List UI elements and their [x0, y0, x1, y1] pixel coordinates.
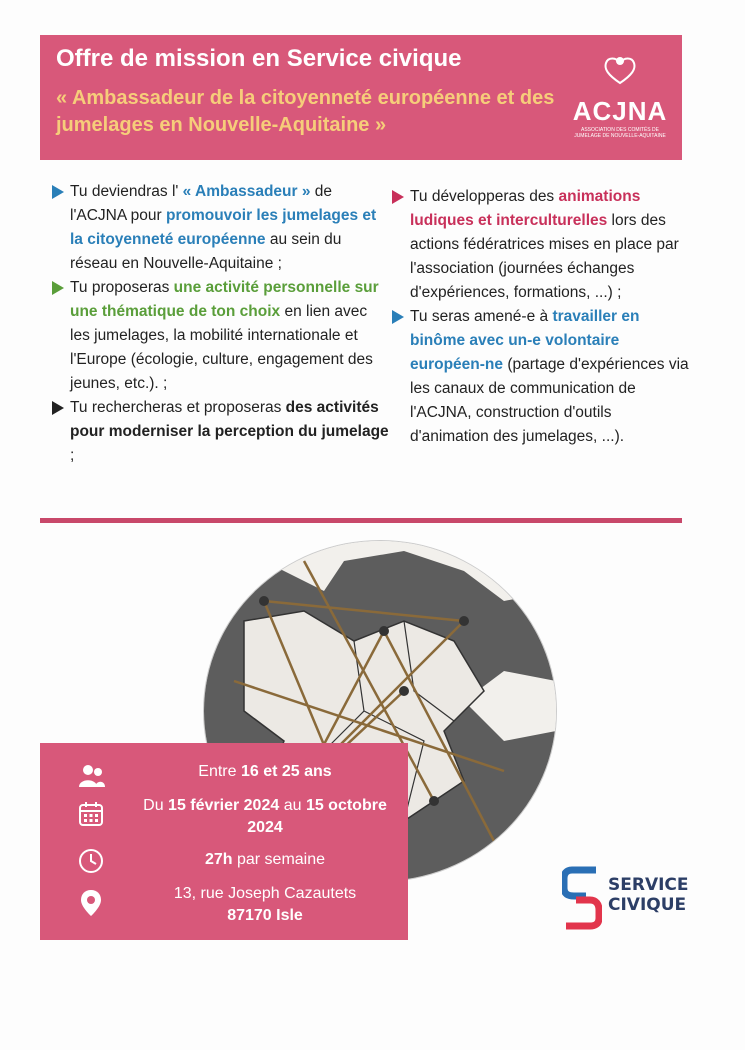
- mission-list-left: [50, 180, 390, 468]
- list-item: [50, 276, 390, 396]
- address-text: 13, rue Joseph Cazautets 87170 Isle: [173, 885, 357, 924]
- mission-info-box: [40, 743, 408, 940]
- bullet-text: au sein du réseau en Nouvelle-Aquitaine ;: [70, 231, 342, 272]
- triangle-bullet-icon: [392, 310, 404, 324]
- list-item: [50, 396, 390, 468]
- bullet-highlight: animations ludiques et interculturelles: [410, 188, 641, 229]
- calendar-icon: [78, 801, 104, 827]
- section-divider: [40, 518, 682, 523]
- triangle-bullet-icon: [52, 401, 64, 415]
- service-civique-logo: [562, 866, 692, 936]
- mission-list-right: [390, 185, 690, 449]
- bullet-text: (partage d'expériences via les canaux de communication de l'ACJNA, construction d'outils d'animation des jumelages, ...).: [410, 356, 689, 445]
- clock-icon: [78, 848, 104, 874]
- header-banner: [40, 35, 682, 160]
- service-civique-s-icon: [562, 866, 602, 930]
- bullet-text: Tu proposeras: [70, 279, 174, 296]
- bullet-text: de l'ACJNA pour: [70, 183, 333, 224]
- logo-tagline: ASSOCIATION DES COMITÉS DE JUMELAGE DE NOUVELLE-AQUITAINE: [574, 127, 666, 139]
- list-item: [50, 180, 390, 276]
- bullet-text: lors des actions fédératrices mises en place par l'association (journées échanges d'expériences, formations, ...) ;: [410, 212, 679, 301]
- mission-subtitle: « Ambassadeur de la citoyenneté européenne et des jumelages en Nouvelle-Aquitaine »: [56, 87, 555, 136]
- service-civique-text: SERVICE CIVIQUE: [608, 875, 689, 915]
- bullet-text: Tu rechercheras et proposeras: [70, 399, 286, 416]
- location-pin-icon: [80, 889, 102, 917]
- bullet-highlight: une activité personnelle sur une thématique de ton choix: [70, 279, 379, 320]
- bullet-text: Tu développeras des: [410, 188, 559, 205]
- bullet-highlight: promouvoir les jumelages et la citoyenneté européenne: [70, 207, 377, 248]
- age-text: Entre 16 et 25 ans: [198, 763, 332, 780]
- dates-text: Du 15 février 2024 au 15 octobre 2024: [143, 797, 387, 836]
- list-item: [390, 185, 690, 305]
- bullet-text: en lien avec les jumelages, la mobilité internationale et l'Europe (écologie, culture, engagement des jeunes, etc.). ;: [70, 303, 373, 392]
- bullet-highlight: des activités pour moderniser la perception du jumelage: [70, 399, 389, 440]
- bullet-highlight: « Ambassadeur »: [182, 183, 311, 200]
- bullet-text: Tu deviendras l': [70, 183, 183, 200]
- triangle-bullet-icon: [392, 190, 404, 204]
- logo-name: ACJNA: [572, 96, 668, 126]
- acjna-logo: [570, 53, 670, 143]
- users-icon: [78, 763, 106, 789]
- page-title: Offre de mission en Service civique: [56, 45, 462, 72]
- hours-text: 27h par semaine: [204, 851, 326, 868]
- heart-logo-icon: [602, 53, 638, 87]
- bullet-text: ;: [70, 447, 75, 464]
- triangle-bullet-icon: [52, 185, 64, 199]
- triangle-bullet-icon: [52, 281, 64, 295]
- bullet-text: Tu seras amené-e à: [410, 308, 553, 325]
- bullet-highlight: travailler en binôme avec un-e volontaire européen-ne: [410, 308, 640, 373]
- list-item: [390, 305, 690, 449]
